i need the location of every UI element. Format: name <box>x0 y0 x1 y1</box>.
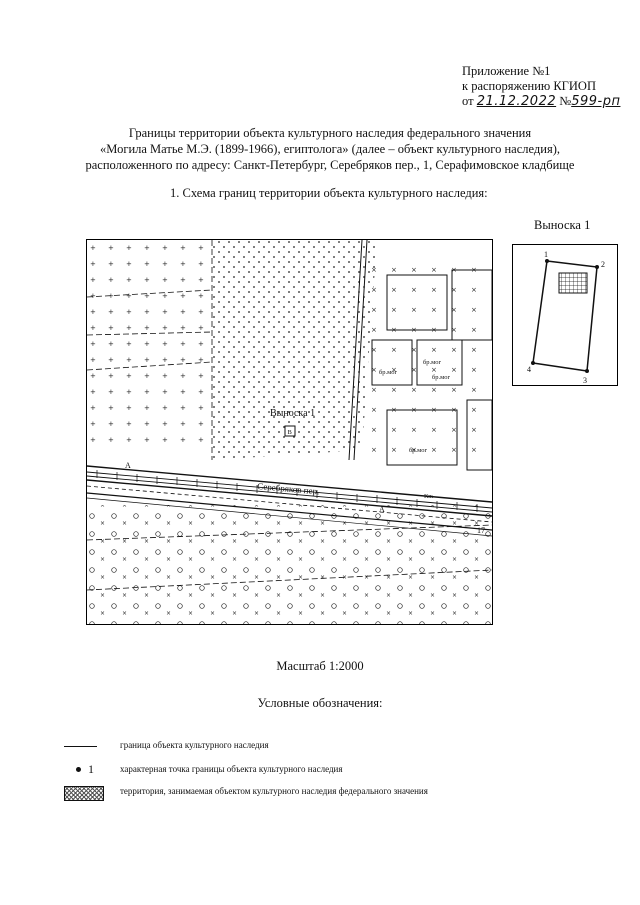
callout-inset <box>512 244 618 386</box>
title-line-3: расположенного по адресу: Санкт-Петербург, Серебряков пер., 1, Серафимовское кладбище <box>85 158 575 172</box>
boundary-line-symbol <box>64 746 97 747</box>
annex-line-1: Приложение №1 <box>462 64 551 78</box>
inset-point-3: 3 <box>583 376 587 385</box>
annex-line-3 <box>462 94 620 109</box>
annex-number: 599-рп <box>571 94 621 109</box>
map-label-kzh: Кж <box>424 493 433 500</box>
map-label-brmog-2: бр.мог <box>423 359 442 366</box>
inset-point-2: 2 <box>601 260 605 269</box>
map-label-17: 17 <box>477 526 485 535</box>
callout-title: Выноска 1 <box>534 218 591 232</box>
inset-point-1: 1 <box>544 250 548 259</box>
annex-date: 21.12.2022 <box>476 94 557 109</box>
legend-label-point: характерная точка границы объекта культурного наследия <box>120 764 343 774</box>
cadastral-map <box>86 239 493 625</box>
legend-label-territory: территория, занимаемая объектом культурного наследия федерального значения <box>120 786 428 796</box>
annex-number-prefix: № <box>559 94 572 108</box>
map-scale: Масштаб 1:2000 <box>276 659 364 673</box>
document-title <box>40 125 620 173</box>
map-street-label: Серебряков пер. <box>256 481 320 497</box>
map-label-a2: А <box>379 505 385 514</box>
map-label-brmog-4: бр.мог <box>409 447 428 454</box>
map-label-a: А <box>125 461 131 470</box>
section-heading: 1. Схема границ территории объекта культурного наследия: <box>170 186 488 200</box>
map-callout-label: Выноска 1 <box>270 408 316 419</box>
territory-hatch-symbol <box>64 786 104 801</box>
legend-point-number: 1 <box>88 762 94 776</box>
annex-block <box>462 64 620 109</box>
inset-point-4: 4 <box>527 365 531 374</box>
map-label-brmog-3: бр.мог <box>432 374 451 381</box>
legend-title: Условные обозначения: <box>257 696 383 710</box>
title-line-1: Границы территории объекта культурного наследия федерального значения <box>128 126 532 140</box>
title-line-2: «Могила Матье М.Э. (1899-1966), египтолога» (далее – объект культурного наследия), <box>100 142 560 156</box>
map-label-brmog-1: бр.мог <box>379 369 398 376</box>
point-symbol <box>76 767 81 772</box>
map-object-b: В <box>287 429 292 436</box>
annex-line-2: к распоряжению КГИОП <box>462 79 596 93</box>
annex-date-prefix: от <box>462 94 474 108</box>
legend-label-boundary: граница объекта культурного наследия <box>120 740 269 750</box>
